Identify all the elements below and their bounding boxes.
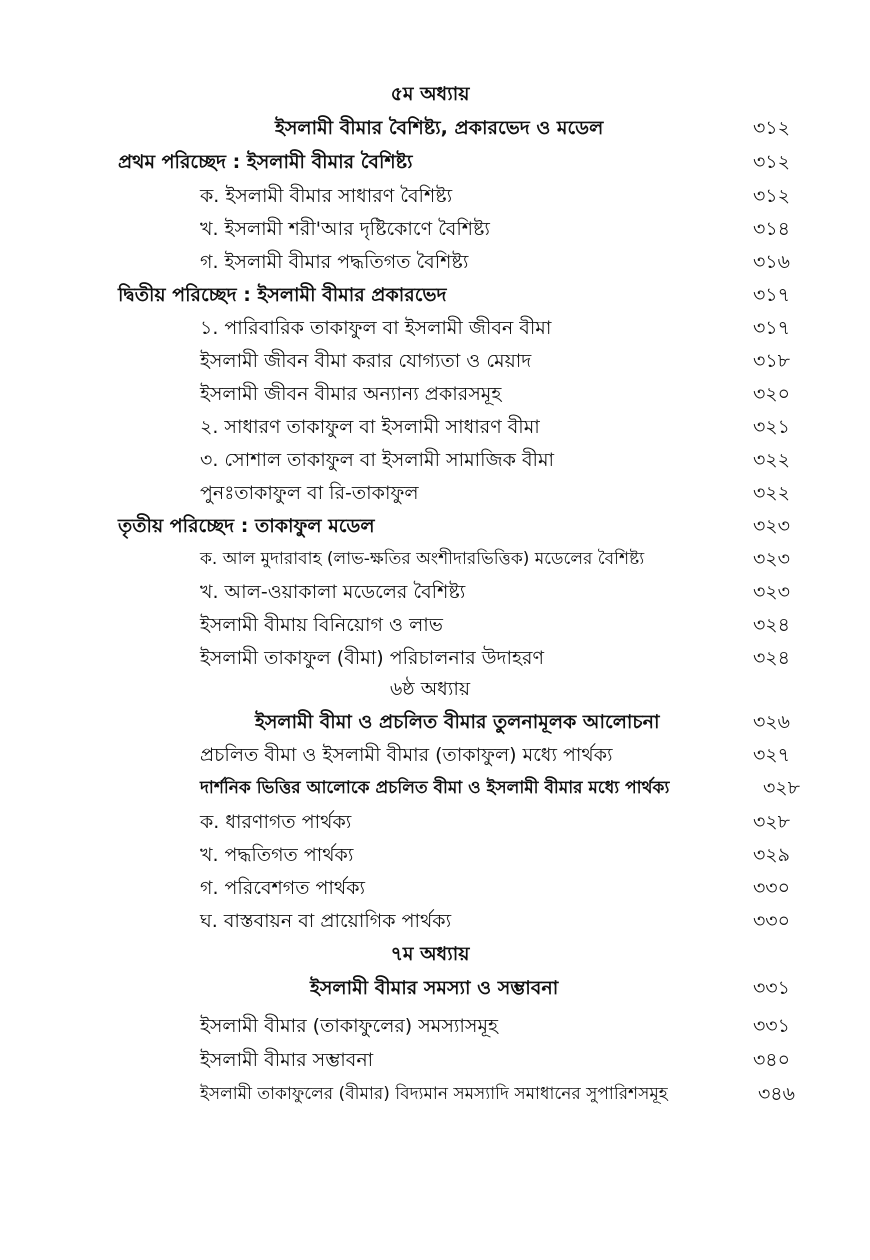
page-number: ৩১৬ [752, 251, 790, 273]
chapter-heading: ৭ম অধ্যায় [390, 943, 470, 965]
page-number: ৩৩১ [752, 1015, 790, 1037]
page-number: ৩২২ [752, 449, 790, 471]
page-number: ৩১৪ [752, 218, 790, 240]
page-number: ৩২৮ [752, 811, 790, 833]
toc-entry: ইসলামী বীমার (তাকাফুলের) সমস্যাসমূহ [200, 1015, 499, 1037]
toc-entry: দার্শনিক ভিত্তির আলোকে প্রচলিত বীমা ও ইসলামী বীমার মধ্যে পার্থক্য [200, 778, 670, 798]
toc-entry: ক. ইসলামী বীমার সাধারণ বৈশিষ্ট্য [200, 185, 453, 207]
page-number: ৩২৭ [752, 744, 790, 766]
toc-entry: ৩. সোশাল তাকাফুল বা ইসলামী সামাজিক বীমা [200, 449, 555, 471]
page-number: ৩২৪ [752, 614, 790, 636]
chapter-heading: ৬ষ্ঠ অধ্যায় [389, 678, 471, 700]
toc-entry: পুনঃতাকাফুল বা রি-তাকাফুল [200, 482, 419, 504]
toc-entry: প্রচলিত বীমা ও ইসলামী বীমার (তাকাফুল) মধ্যে পার্থক্য [200, 744, 613, 766]
section-heading: দ্বিতীয় পরিচ্ছেদ : ইসলামী বীমার প্রকারভেদ [118, 284, 447, 306]
toc-entry: গ. পরিবেশগত পার্থক্য [200, 877, 366, 899]
page-number: ৩৪৬ [757, 1083, 795, 1105]
page-number: ৩২৯ [752, 844, 790, 866]
section-heading: প্রথম পরিচ্ছেদ : ইসলামী বীমার বৈশিষ্ট্য [118, 151, 413, 173]
toc-entry: খ. পদ্ধতিগত পার্থক্য [200, 844, 354, 866]
page-number: ৩১৮ [752, 350, 790, 372]
page-number: ৩১২ [752, 185, 790, 207]
chapter-title: ইসলামী বীমার সমস্যা ও সম্ভাবনা [310, 977, 559, 999]
page-number: ৩২৩ [752, 515, 790, 537]
toc-entry: ইসলামী তাকাফুল (বীমা) পরিচালনার উদাহরণ [200, 647, 544, 669]
toc-entry: ইসলামী তাকাফুলের (বীমার) বিদ্যমান সমস্যাদি সমাধানের সুপারিশসমূহ [200, 1084, 668, 1104]
page-number: ৩২০ [752, 383, 790, 405]
page-number: ৩২৮ [762, 777, 800, 799]
page-number: ৩৩০ [752, 910, 790, 932]
page-number: ৩২৩ [752, 581, 790, 603]
page-number: ৩২১ [752, 416, 790, 438]
toc-entry: ক. আল মুদারাবাহ (লাভ-ক্ষতির অংশীদারভিত্তিক) মডেলের বৈশিষ্ট্য [200, 549, 645, 569]
toc-entry: খ. আল-ওয়াকালা মডেলের বৈশিষ্ট্য [200, 581, 466, 603]
page-number: ৩৩১ [752, 977, 790, 999]
toc-entry: ক. ধারণাগত পার্থক্য [200, 811, 352, 833]
toc-entry: খ. ইসলামী শরী'আর দৃষ্টিকোণে বৈশিষ্ট্য [200, 218, 490, 240]
chapter-heading: ৫ম অধ্যায় [390, 83, 470, 105]
page-number: ৩২২ [752, 482, 790, 504]
page-number: ৩২৬ [752, 711, 790, 733]
toc-entry: ঘ. বাস্তবায়ন বা প্রায়োগিক পার্থক্য [200, 910, 452, 932]
page-number: ৩১৭ [752, 317, 790, 339]
toc-entry: ইসলামী বীমার সম্ভাবনা [200, 1049, 374, 1071]
toc-entry: ১. পারিবারিক তাকাফুল বা ইসলামী জীবন বীমা [200, 317, 552, 339]
page-number: ৩১২ [752, 151, 790, 173]
page-number: ৩২৩ [752, 548, 790, 570]
section-heading: তৃতীয় পরিচ্ছেদ : তাকাফুল মডেল [118, 515, 375, 537]
toc-entry: গ. ইসলামী বীমার পদ্ধতিগত বৈশিষ্ট্য [200, 251, 469, 273]
page-number: ৩১২ [752, 117, 790, 139]
page-number: ৩৩০ [752, 877, 790, 899]
toc-entry: ২. সাধারণ তাকাফুল বা ইসলামী সাধারণ বীমা [200, 416, 540, 438]
toc-entry: ইসলামী জীবন বীমার অন্যান্য প্রকারসমূহ [200, 383, 502, 405]
page-number: ৩৪০ [752, 1049, 790, 1071]
chapter-title: ইসলামী বীমা ও প্রচলিত বীমার তুলনামূলক আলোচনা [255, 711, 660, 733]
toc-entry: ইসলামী জীবন বীমা করার যোগ্যতা ও মেয়াদ [200, 350, 532, 372]
chapter-title: ইসলামী বীমার বৈশিষ্ট্য, প্রকারভেদ ও মডেল [275, 117, 604, 139]
toc-entry: ইসলামী বীমায় বিনিয়োগ ও লাভ [200, 614, 443, 636]
page-number: ৩২৪ [752, 647, 790, 669]
page-number: ৩১৭ [752, 284, 790, 306]
